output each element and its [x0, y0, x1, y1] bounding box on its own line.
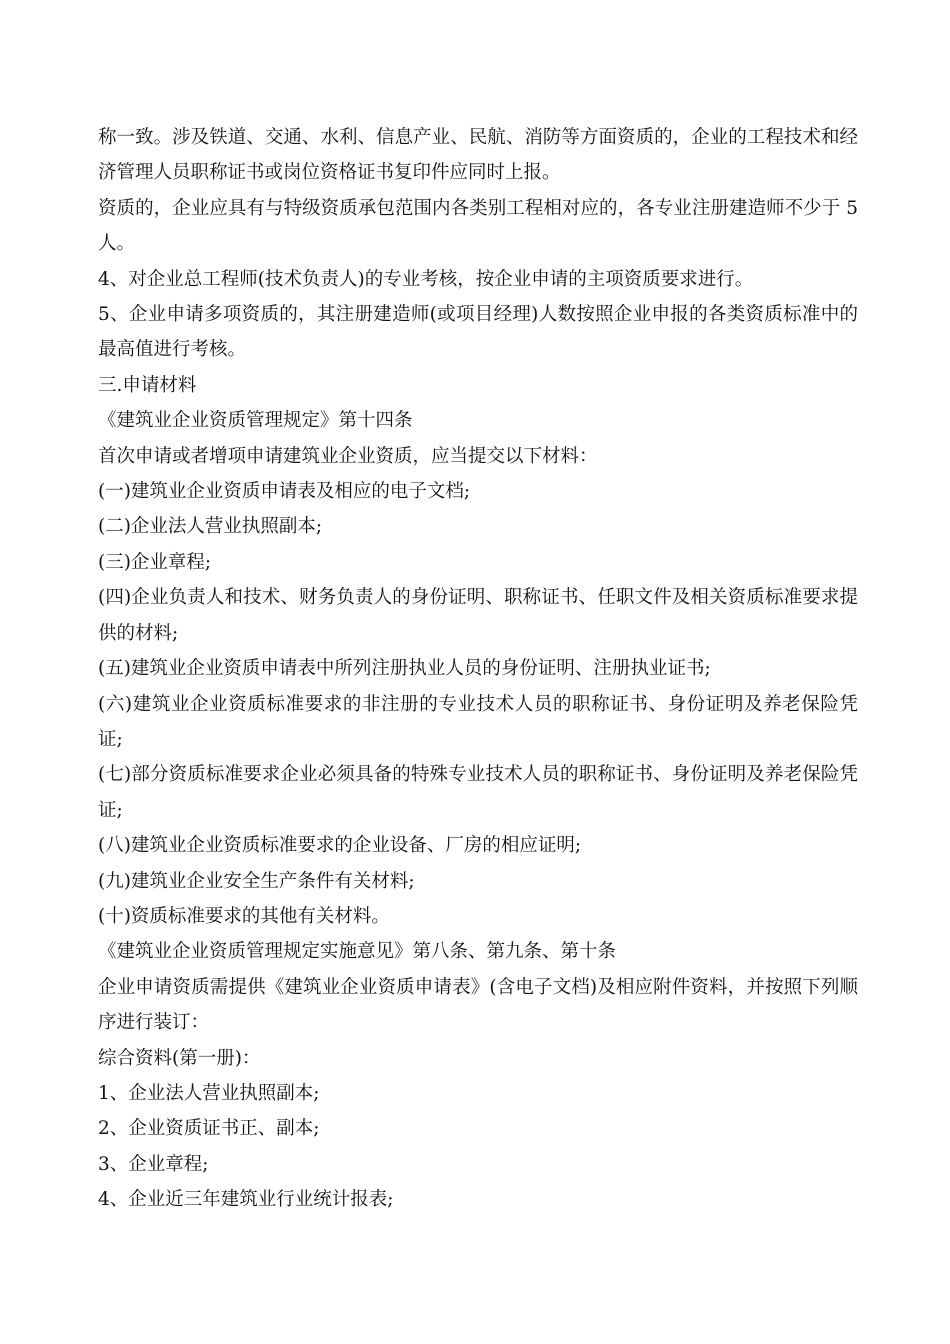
- regulation-reference-article-14: 《建筑业企业资质管理规定》第十四条: [98, 410, 413, 432]
- section-heading-application-materials: 三.申请材料: [98, 374, 197, 396]
- paragraph-4: 5、企业申请多项资质的，其注册建造师(或项目经理)人数按照企业申报的各类资质标准中的最高值进行考核。: [98, 304, 858, 361]
- list-item-3: (三)企业章程;: [98, 551, 212, 573]
- numbered-item-2: 2、企业资质证书正、副本;: [98, 1118, 320, 1140]
- list-item-2: (二)企业法人营业执照副本;: [98, 516, 323, 538]
- numbered-item-3: 3、企业章程;: [98, 1153, 209, 1175]
- list-item-5: (五)建筑业企业资质申请表中所列注册执业人员的身份证明、注册执业证书;: [98, 658, 711, 680]
- paragraph-1: 称一致。涉及铁道、交通、水利、信息产业、民航、消防等方面资质的，企业的工程技术和经济管理人员职称证书或岗位资格证书复印件应同时上报。: [98, 127, 858, 184]
- list-item-7: (七)部分资质标准要求企业必须具备的特殊专业技术人员的职称证书、身份证明及养老保险凭证;: [98, 764, 858, 821]
- list-item-4: (四)企业负责人和技术、财务负责人的身份证明、职称证书、任职文件及相关资质标准要求提供的材料;: [98, 587, 858, 644]
- document-body: [98, 120, 858, 1218]
- paragraph-2: 资质的，企业应具有与特级资质承包范围内各类别工程相对应的，各专业注册建造师不少于 5 人。: [98, 197, 858, 255]
- paragraph-3: 4、对企业总工程师(技术负责人)的专业考核，按企业申请的主项资质要求进行。: [98, 268, 754, 290]
- list-item-6: (六)建筑业企业资质标准要求的非注册的专业技术人员的职称证书、身份证明及养老保险凭证;: [98, 693, 858, 750]
- numbered-item-1: 1、企业法人营业执照副本;: [98, 1082, 320, 1104]
- list-item-9: (九)建筑业企业安全生产条件有关材料;: [98, 870, 415, 892]
- paragraph-intro-materials: 首次申请或者增项申请建筑业企业资质，应当提交以下材料：: [98, 445, 598, 467]
- list-item-1: (一)建筑业企业资质申请表及相应的电子文档;: [98, 481, 471, 503]
- list-item-8: (八)建筑业企业资质标准要求的企业设备、厂房的相应证明;: [98, 835, 582, 857]
- list-item-10: (十)资质标准要求的其他有关材料。: [98, 905, 390, 927]
- regulation-reference-implementation: 《建筑业企业资质管理规定实施意见》第八条、第九条、第十条: [98, 941, 617, 963]
- paragraph-binding-order: 企业申请资质需提供《建筑业企业资质申请表》(含电子文档)及相应附件资料，并按照下列顺序进行装订：: [98, 976, 858, 1034]
- subheading-volume-one: 综合资料(第一册)：: [98, 1047, 261, 1069]
- numbered-item-4: 4、企业近三年建筑业行业统计报表;: [98, 1189, 394, 1211]
